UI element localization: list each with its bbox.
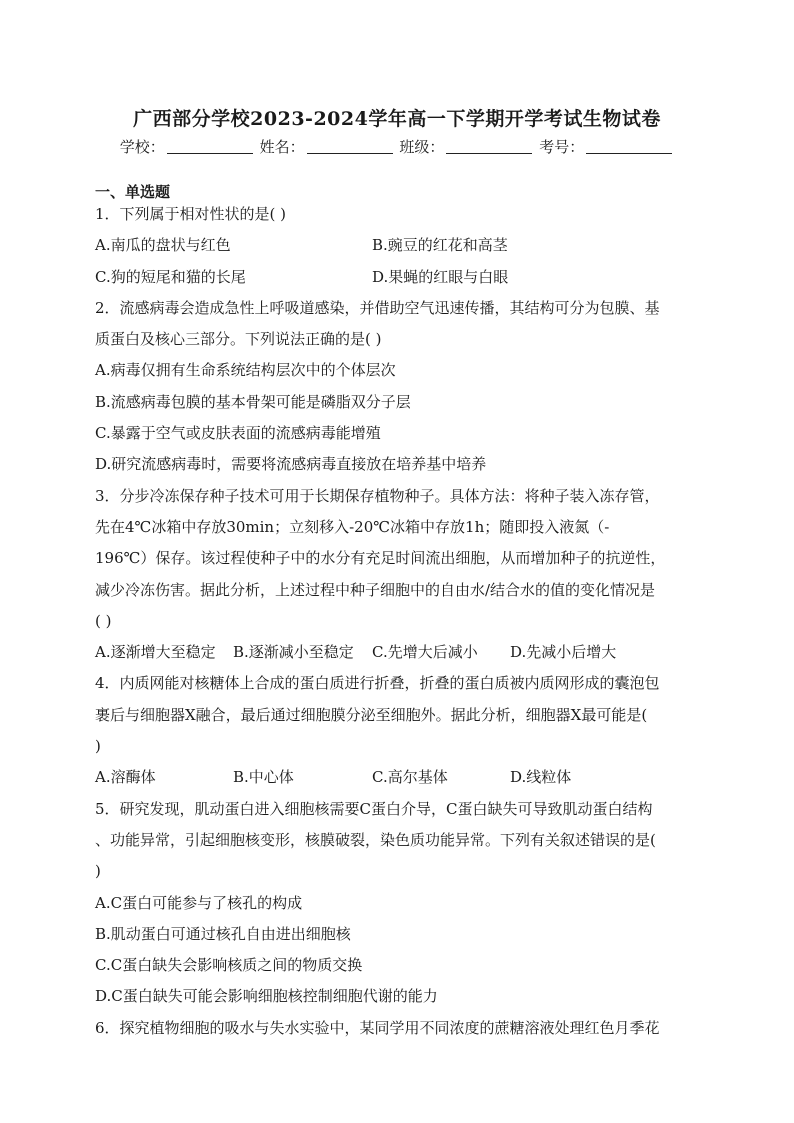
q3-option-d: D.先减小后增大 (510, 643, 617, 662)
class-label: 班级： (399, 138, 445, 156)
q2-option-d: D.研究流感病毒时，需要将流感病毒直接放在培养基中培养 (95, 455, 487, 474)
q5-option-a: A.C蛋白可能参与了核孔的构成 (95, 893, 303, 912)
q3-option-c: C.先增大后减小 (372, 643, 478, 662)
number-blank[interactable] (586, 139, 672, 154)
q1-option-c: C.狗的短尾和猫的长尾 (95, 267, 246, 286)
q3-stem-line-4: 减少冷冻伤害。据此分析，上述过程中种子细胞中的自由水/结合水的值的变化情况是 (95, 580, 656, 599)
q2-option-b: B.流感病毒包膜的基本骨架可能是磷脂双分子层 (95, 392, 411, 411)
q4-stem-line-3: ) (95, 737, 101, 756)
q5-option-d: D.C蛋白缺失可能会影响细胞核控制细胞代谢的能力 (95, 987, 438, 1006)
q2-option-a: A.病毒仅拥有生命系统结构层次中的个体层次 (95, 361, 396, 380)
q1-options-row-1 (95, 234, 700, 265)
q3-stem-line-3: 196℃）保存。该过程使种子中的水分有充足时间流出细胞，从而增加种子的抗逆性， (95, 549, 666, 568)
q4-options-row (95, 766, 700, 797)
q5-stem-line-3: ) (95, 862, 101, 881)
q2-stem-line-2: 质蛋白及核心三部分。下列说法正确的是( ) (95, 330, 382, 349)
q1-options-row-2 (95, 266, 700, 297)
name-label: 姓名： (259, 138, 305, 156)
school-label: 学校： (119, 138, 165, 156)
q5-option-b: B.肌动蛋白可通过核孔自由进出细胞核 (95, 924, 351, 943)
q1-option-b: B.豌豆的红花和高茎 (372, 236, 508, 255)
page-title: 广西部分学校2023-2024学年高一下学期开学考试生物试卷 (133, 108, 661, 130)
q4-stem-line-1: 4．内质网能对核糖体上合成的蛋白质进行折叠，折叠的蛋白质被内质网形成的囊泡包 (95, 674, 660, 693)
name-blank[interactable] (307, 139, 393, 154)
school-blank[interactable] (167, 139, 253, 154)
q4-stem-line-2: 裹后与细胞器X融合，最后通过细胞膜分泌至细胞外。据此分析，细胞器X最可能是( (95, 705, 648, 724)
q5-option-c: C.C蛋白缺失会影响核质之间的物质交换 (95, 956, 363, 975)
number-label: 考号： (539, 138, 585, 156)
q4-option-c: C.高尔基体 (372, 768, 448, 787)
q4-option-a: A.溶酶体 (95, 768, 156, 787)
q3-stem-line-2: 先在4℃冰箱中存放30min；立刻移入-20℃冰箱中存放1h；随即投入液氮（- (95, 517, 610, 536)
q5-stem-line-2: 、功能异常，引起细胞核变形，核膜破裂，染色质功能异常。下列有关叙述错误的是( (95, 830, 656, 849)
q1-option-a: A.南瓜的盘状与红色 (95, 236, 231, 255)
questions (95, 203, 700, 1048)
q6-stem-line-1: 6．探究植物细胞的吸水与失水实验中，某同学用不同浓度的蔗糖溶液处理红色月季花 (95, 1018, 660, 1037)
q5-stem-line-1: 5．研究发现，肌动蛋白进入细胞核需要C蛋白介导，C蛋白缺失可导致肌动蛋白结构 (95, 799, 653, 818)
q3-option-b: B.逐渐减小至稳定 (233, 643, 354, 662)
q4-option-d: D.线粒体 (510, 768, 572, 787)
q3-stem-line-5: ( ) (95, 611, 112, 630)
q4-option-b: B.中心体 (233, 768, 294, 787)
q2-stem-line-1: 2．流感病毒会造成急性上呼吸道感染，并借助空气迅速传播，其结构可分为包膜、基 (95, 298, 660, 317)
class-blank[interactable] (446, 139, 532, 154)
q3-stem-line-1: 3．分步冷冻保存种子技术可用于长期保存植物种子。具体方法：将种子装入冻存管， (95, 486, 660, 505)
q3-options-row (95, 641, 700, 672)
section-heading: 一、单选题 (95, 183, 171, 201)
q1-option-d: D.果蝇的红眼与白眼 (372, 267, 509, 286)
q2-option-c: C.暴露于空气或皮肤表面的流感病毒能增殖 (95, 424, 381, 443)
student-info-line (0, 136, 794, 157)
q3-option-a: A.逐渐增大至稳定 (95, 643, 216, 662)
q1-stem: 1．下列属于相对性状的是( ) (95, 205, 287, 223)
